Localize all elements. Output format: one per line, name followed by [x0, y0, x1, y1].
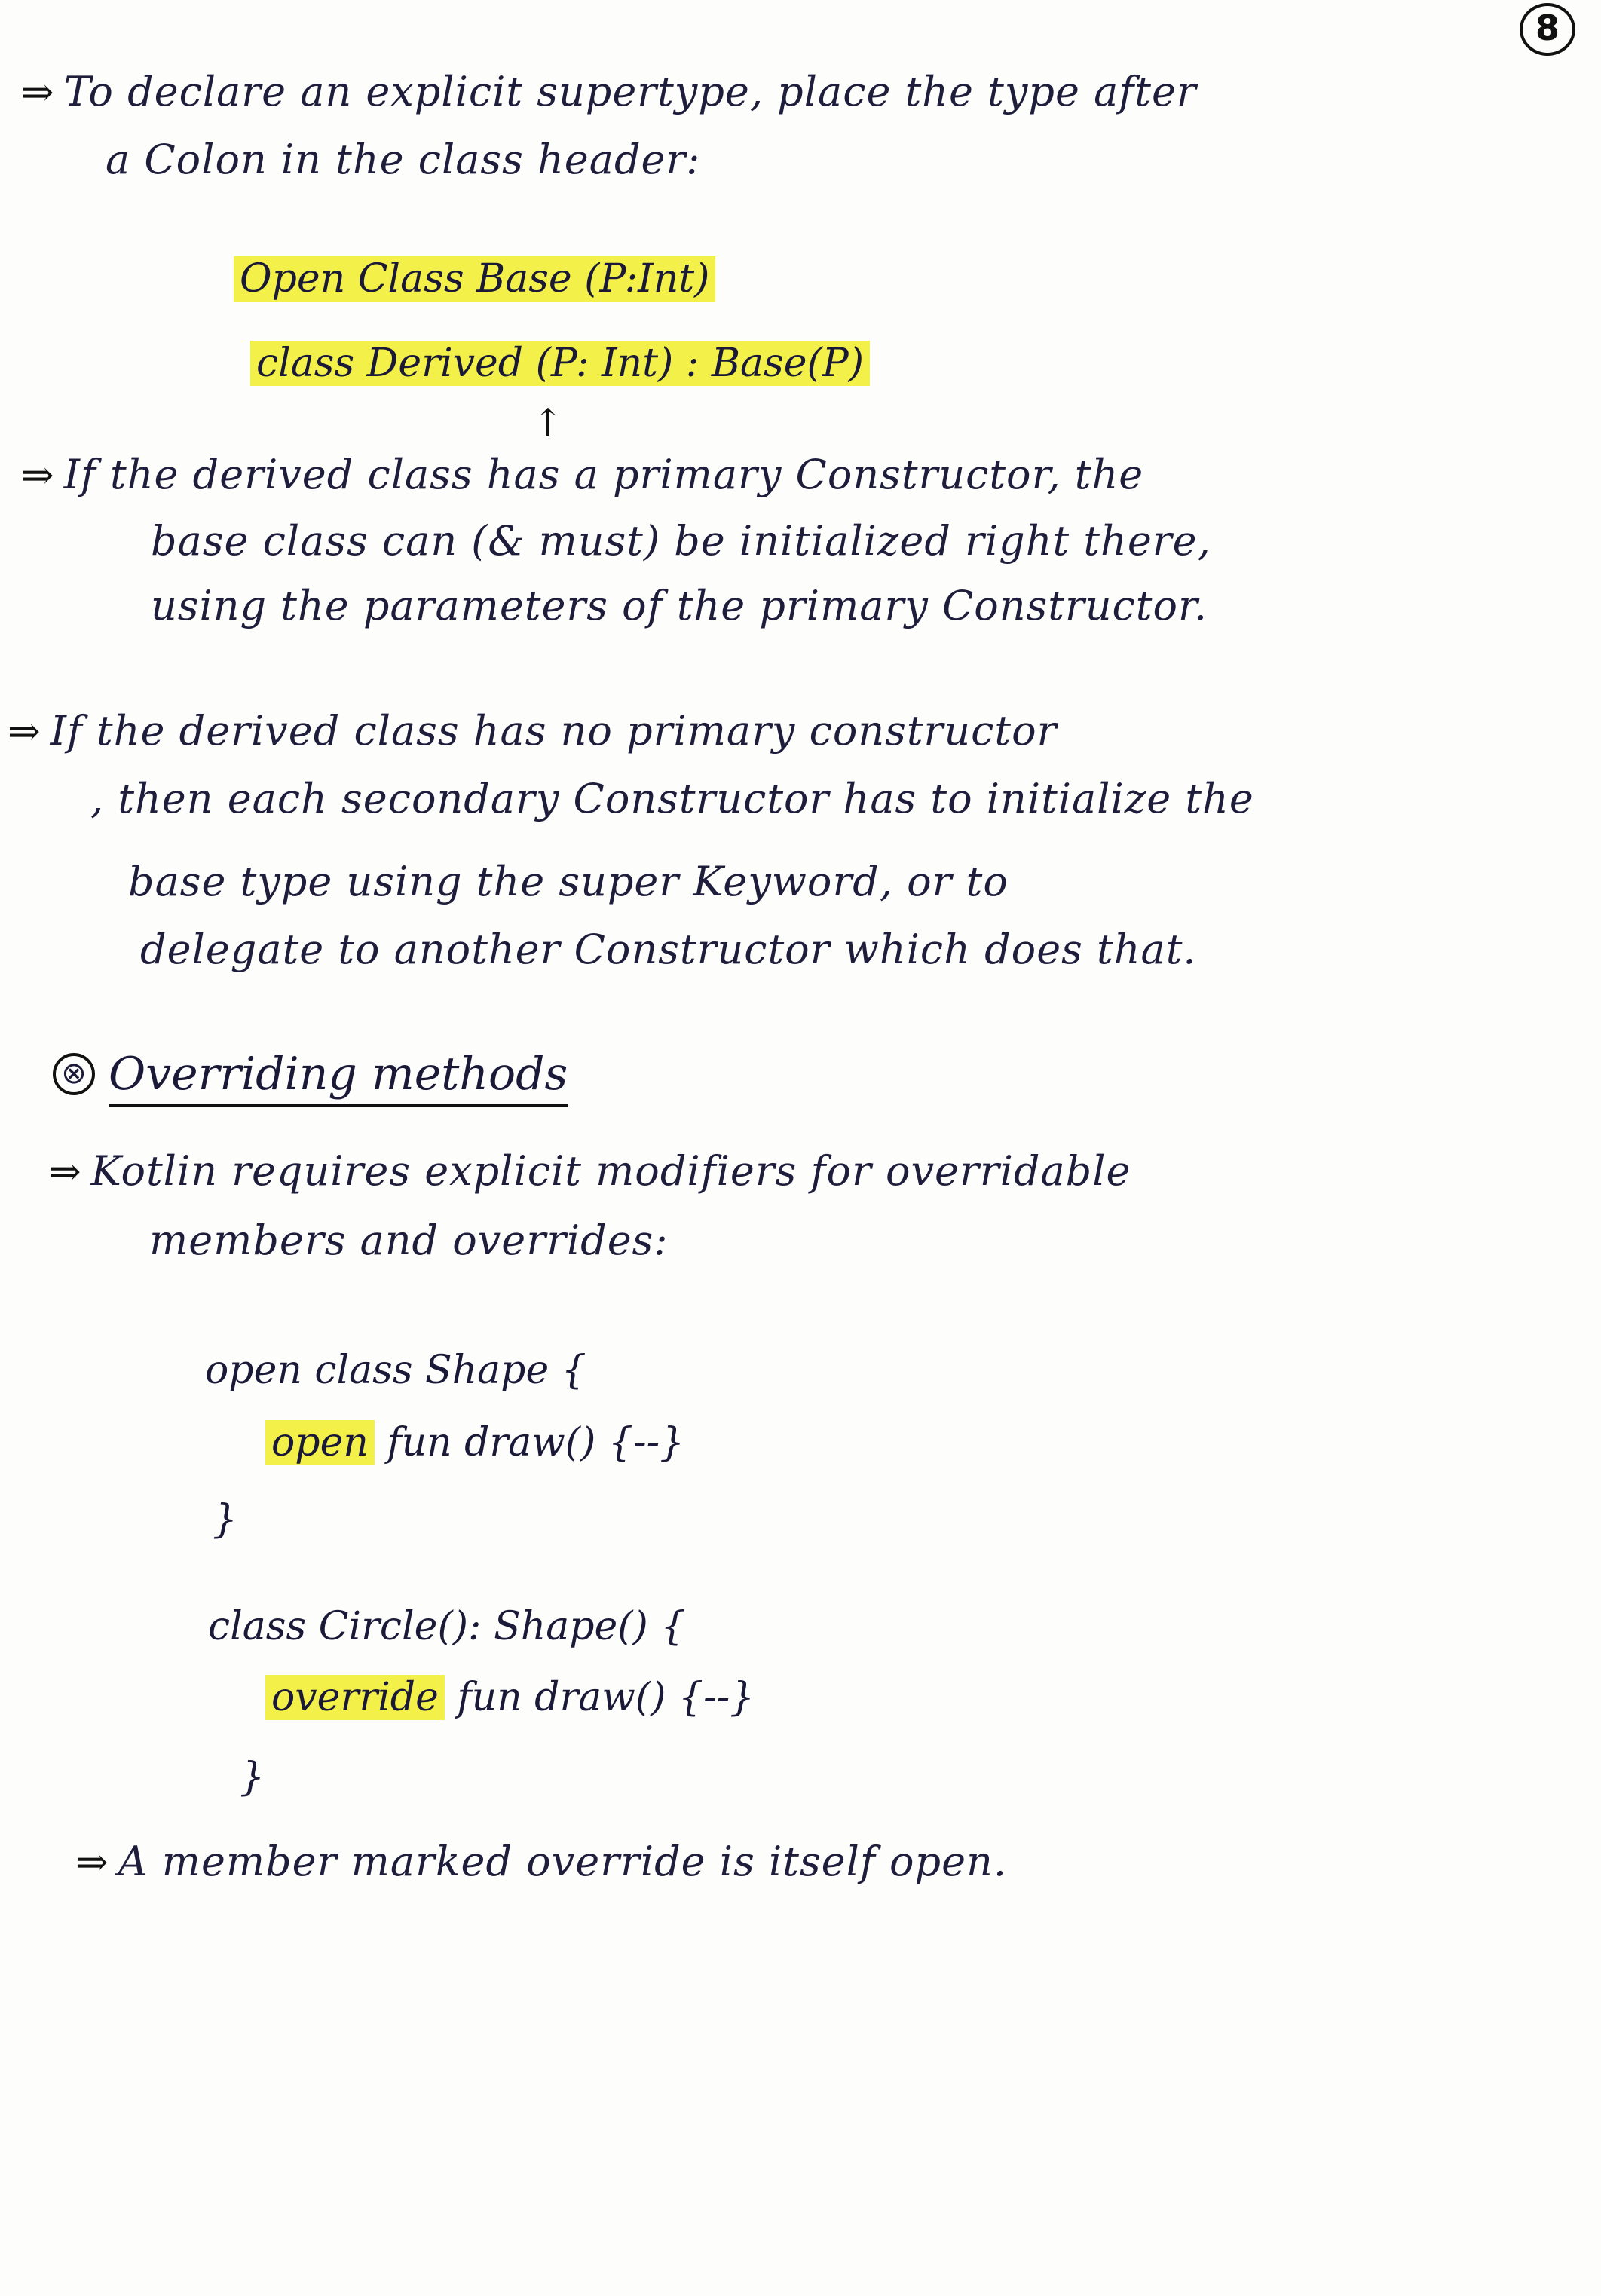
- circled-cross-icon: ⊗: [53, 1053, 95, 1095]
- overriding-line-2: members and overrides:: [149, 1217, 669, 1264]
- secondary-line-1: [8, 709, 1057, 754]
- final-note-line: [75, 1839, 1007, 1884]
- code-open-class-base: [234, 258, 715, 301]
- secondary-line-4: delegate to another Constructor which does that.: [140, 926, 1197, 973]
- code-class-derived: [250, 342, 870, 385]
- highlighted-code-base: Open Class Base (P:Int): [234, 256, 715, 302]
- code-class-circle: class Circle(): Shape() {: [208, 1604, 686, 1649]
- page-number-badge: [1515, 0, 1578, 63]
- overriding-heading-text: Overriding methods: [109, 1048, 568, 1107]
- primary-text-1: If the derived class has a primary Constructor, the: [63, 451, 1144, 498]
- secondary-line-2: , then each secondary Constructor has to initialize the: [90, 775, 1254, 822]
- primary-line-1: [21, 452, 1143, 497]
- code-open-fun-draw: [265, 1422, 684, 1465]
- code-close-brace-1: }: [213, 1497, 238, 1542]
- supertype-line-2: a Colon in the class header:: [106, 136, 701, 183]
- primary-line-2: base class can (& must) be initialized right there,: [151, 517, 1211, 565]
- overriding-text-1: Kotlin requires explicit modifiers for overridable: [90, 1147, 1131, 1195]
- code-fun-draw-1: fun draw() {--}: [374, 1420, 685, 1465]
- up-arrow-icon: ↑: [532, 401, 564, 445]
- supertype-line-1: [21, 69, 1197, 115]
- primary-line-3: using the parameters of the primary Constructor.: [151, 582, 1208, 629]
- implies-arrow-icon: ⇒: [8, 709, 41, 755]
- overriding-heading: [53, 1048, 568, 1101]
- final-note-text: A member marked override is itself open.: [118, 1838, 1007, 1885]
- code-open-class-shape: open class Shape {: [205, 1348, 586, 1393]
- overriding-line-1: [48, 1149, 1131, 1194]
- implies-arrow-icon: ⇒: [21, 70, 55, 115]
- code-override-fun-draw: [265, 1676, 755, 1719]
- supertype-text-1: To declare an explicit supertype, place the type after: [63, 68, 1197, 115]
- code-close-brace-2: }: [240, 1755, 265, 1800]
- page-number: 8: [1535, 8, 1560, 48]
- implies-arrow-icon: ⇒: [48, 1150, 82, 1195]
- highlighted-open-keyword: open: [265, 1420, 375, 1465]
- implies-arrow-icon: ⇒: [21, 453, 55, 498]
- secondary-line-3: base type using the super Keyword, or to: [128, 858, 1009, 905]
- implies-arrow-icon: ⇒: [75, 1840, 109, 1885]
- secondary-text-1: If the derived class has no primary constructor: [50, 707, 1058, 755]
- code-fun-draw-2: fun draw() {--}: [444, 1675, 755, 1720]
- highlighted-override-keyword: override: [265, 1675, 445, 1720]
- highlighted-code-derived: class Derived (P: Int) : Base(P): [250, 341, 870, 386]
